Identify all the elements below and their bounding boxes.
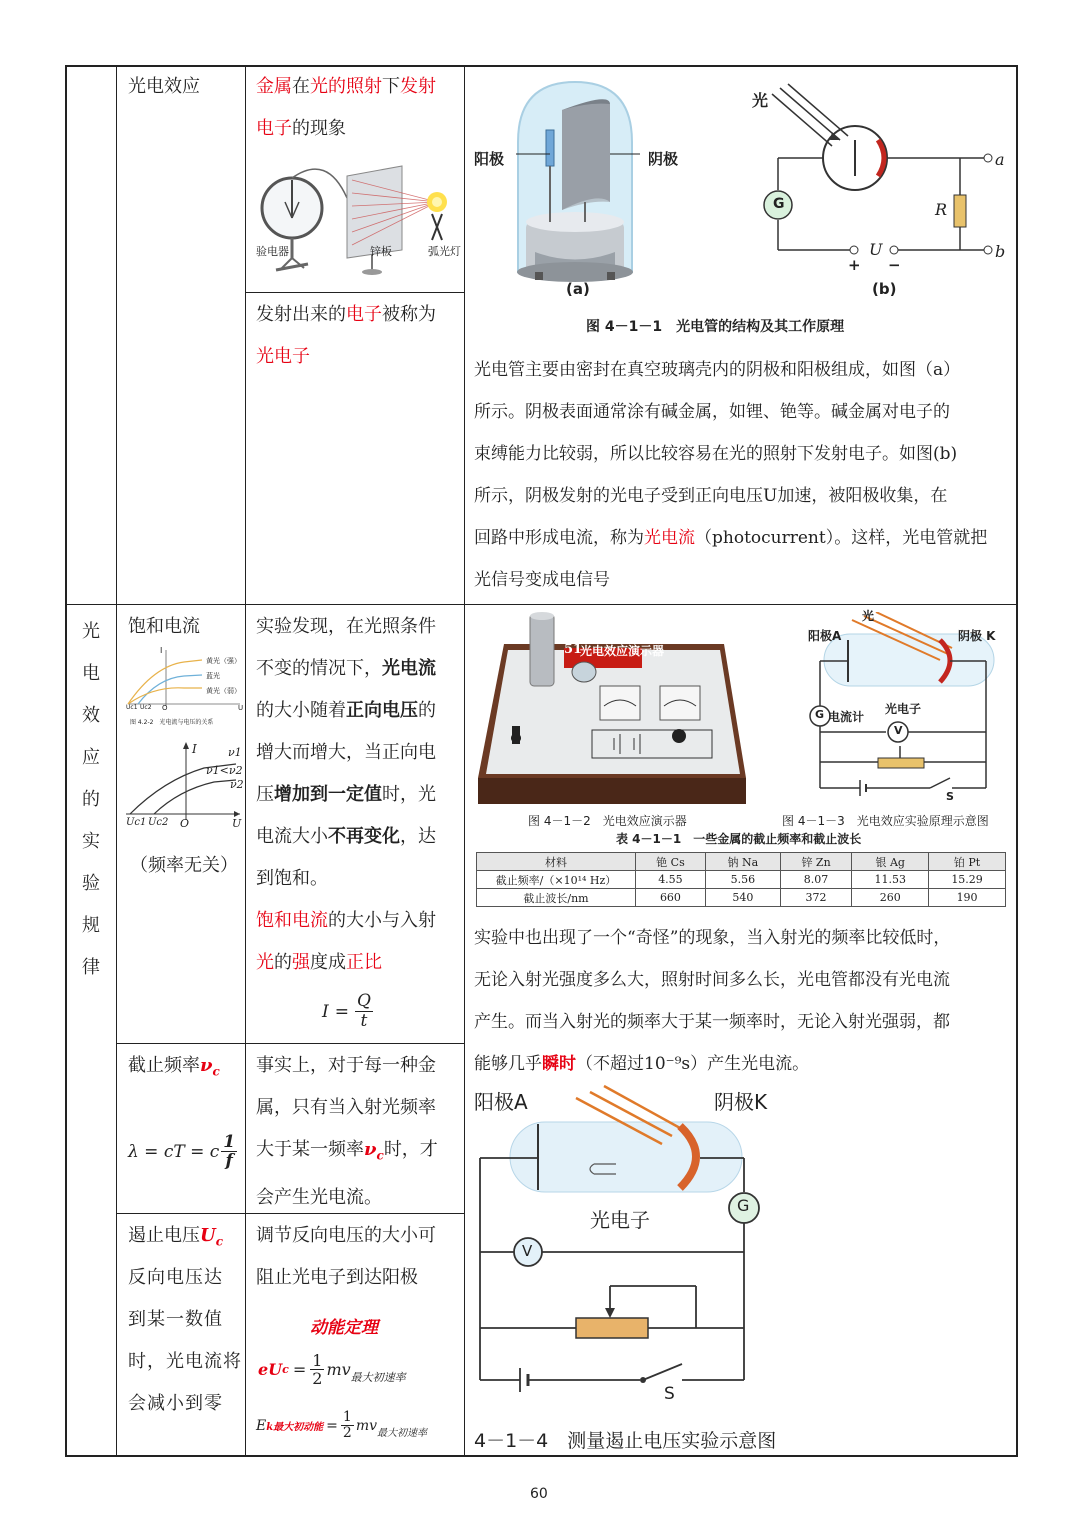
sat-l6c: ，达	[400, 826, 436, 847]
def-emit: 发射	[400, 76, 436, 97]
f1-sub: c	[282, 1363, 289, 1376]
formula-t: t	[360, 1011, 368, 1031]
th-ag: 银 Ag	[852, 853, 929, 871]
electroscope-experiment-illustration	[252, 158, 460, 284]
sat-l8b: 的大小与入射	[328, 910, 436, 931]
desc-line-2: 所示。阴极表面通常涂有碱金属，如锂、铯等。碱金属对电子的	[474, 402, 950, 422]
pe-part-2: 电子	[346, 304, 382, 325]
sat-l9d: 度成	[310, 952, 346, 973]
td-wave-ag: 260	[852, 889, 929, 907]
sat-l2a: 不变的情况下，	[256, 658, 382, 679]
formula-I-equals-Q-over-t: I = $\frac{Q}{t}$	[322, 991, 371, 1031]
fig1b-a-label: a	[995, 150, 1005, 169]
schem-anode-label: 阳极A	[808, 629, 842, 643]
wavelength-formula-text: λ = cT = c	[128, 1141, 220, 1162]
th-pt: 铂 Pt	[929, 853, 1006, 871]
fig1b-light-label: 光	[752, 91, 769, 110]
f1-eU: eU	[258, 1360, 283, 1379]
label-arc-lamp: 弧光灯	[428, 245, 461, 258]
graph2-I: I	[192, 742, 197, 756]
sat-line-8	[256, 900, 461, 942]
stop-left-3: 时，光电流将	[128, 1351, 242, 1372]
fig1b-minus-label: −	[888, 256, 901, 274]
th-cs: 铯 Cs	[636, 853, 706, 871]
vtitle-char-9: 律	[82, 957, 100, 978]
graph1-uc2: Uc2	[140, 704, 152, 711]
stopping-title-text: 遏止电压	[128, 1225, 200, 1246]
cutoff-line-4: 会产生光电流。	[256, 1186, 382, 1208]
td-freq-ag: 11.53	[852, 871, 929, 889]
schem-cathode-label: 阴极 K	[958, 629, 996, 643]
table-4-1-1-title: 表 4－1－1 一些金属的截止频率和截止波长	[616, 832, 862, 846]
fig1a-caption: (a)	[566, 280, 590, 298]
stop-left-1: 反向电压达	[128, 1267, 223, 1288]
phenom-l4b: （不超过10⁻⁹s）产生光电流。	[576, 1054, 810, 1074]
th-na: 钠 Na	[705, 853, 780, 871]
desc-line-6: 光信号变成电信号	[474, 570, 610, 590]
graph2-nu2: ν2	[230, 778, 244, 791]
graph1-origin: O	[162, 704, 168, 712]
label-electroscope: 验电器	[256, 245, 289, 258]
vtitle-char-4: 应	[82, 747, 100, 768]
f1-half-den: 2	[312, 1369, 323, 1388]
sat-line-2	[256, 648, 461, 690]
graph1-line3: 黄光（弱）	[206, 687, 241, 695]
vtitle-char-2: 电	[82, 663, 100, 684]
cutoff-l3a: 大于某一频率	[256, 1139, 364, 1160]
sat-line-6	[256, 816, 461, 858]
fig1b-b-label: b	[995, 242, 1006, 261]
vtitle-char-8: 规	[82, 915, 100, 936]
f2-half-den: 2	[342, 1425, 352, 1441]
fig1b-caption: (b)	[872, 280, 897, 298]
fig-4-1-1-caption: 图 4－1－1 光电管的结构及其工作原理	[586, 319, 845, 335]
graph2-U: U	[232, 817, 242, 830]
concept-photoelectric-effect: 光电效应	[128, 76, 200, 97]
vtitle-char-7: 验	[82, 873, 100, 894]
desc-line-5	[474, 517, 1014, 559]
graph1-caption: 图 4.2-2 光电流与电压的关系	[130, 719, 214, 726]
stop-left-4: 会减小到零	[128, 1393, 223, 1414]
sat-line-5	[256, 774, 461, 816]
cutoff-title-text: 截止频率	[128, 1055, 200, 1076]
sat-l9c: 强	[292, 952, 310, 973]
fig4-S-label: S	[664, 1384, 675, 1404]
fig4-photoelectron-label: 光电子	[590, 1208, 650, 1232]
td-wave-pt: 190	[929, 889, 1006, 907]
table-header-row	[477, 853, 1006, 871]
td-freq-cs: 4.55	[636, 871, 706, 889]
cutoff-explanation	[256, 1045, 461, 1219]
schem-V-label: V	[894, 724, 903, 737]
wavelength-frac-num: 1	[223, 1132, 236, 1152]
desc-line-5a: 回路中形成电流，称为	[474, 528, 644, 548]
cutoff-line-3	[256, 1129, 461, 1177]
stopping-voltage-title	[128, 1215, 223, 1263]
schem-S-label: S	[946, 790, 954, 803]
saturation-current-title: 饱和电流	[128, 616, 200, 637]
col-divider-1	[116, 65, 117, 1457]
stopping-right-text	[256, 1215, 461, 1299]
f2-E-sub: k最大初动能	[266, 1422, 324, 1433]
pe-part-4: 光电子	[256, 346, 310, 367]
table-border-bottom	[65, 1455, 1018, 1457]
td-freq-zn: 8.07	[780, 871, 851, 889]
phenom-line-1: 实验中也出现了一个“奇怪”的现象，当入射光的频率比较低时，	[474, 928, 951, 948]
phototube-circuit-diagram	[760, 80, 1010, 280]
sat-l9e: 正比	[346, 952, 382, 973]
sat-l5a: 压	[256, 784, 274, 805]
sat-l6a: 电流大小	[256, 826, 328, 847]
sat-l2b: 光电流	[382, 658, 436, 679]
graph1-U: U	[238, 704, 244, 712]
sat-l9b: 的	[274, 952, 292, 973]
graph1-line2: 蓝光	[206, 672, 220, 680]
strange-phenomenon-paragraph	[474, 917, 1014, 1085]
stop-left-2: 到某一数值	[128, 1309, 223, 1330]
phototube-structure-diagram	[470, 72, 680, 304]
def-zai: 在	[292, 76, 310, 97]
desc-line-1: 光电管主要由密封在真空玻璃壳内的阴极和阳极组成，如图（a）	[474, 360, 961, 380]
row2-sub-divider-1	[116, 1043, 465, 1044]
fig1b-U-label: U	[869, 240, 883, 259]
wavelength-frac-den: f	[225, 1151, 233, 1171]
cutoff-frequency-title	[128, 1045, 220, 1093]
desc-line-4: 所示，阴极发射的光电子受到正向电压U加速，被阳极收集，在	[474, 486, 948, 506]
graph1-I: I	[160, 646, 163, 655]
desc-line-3: 束缚能力比较弱，所以比较容易在光的照射下发射电子。如图(b)	[474, 444, 958, 464]
device-label: 光电效应演示器	[580, 644, 665, 658]
fig-4-1-4-caption: 4－1－4 测量遏止电压实验示意图	[474, 1430, 777, 1452]
table-border-top	[65, 65, 1018, 67]
td-freq-label: 截止频率/（×10¹⁴ Hz）	[477, 871, 636, 889]
pe-part-1: 发射出来的	[256, 304, 346, 325]
schem-G-label: G	[815, 708, 825, 721]
td-wave-na: 540	[705, 889, 780, 907]
phenom-line-2: 无论入射光强度多么大，照射时间多么长，光电管都没有光电流	[474, 970, 950, 990]
stop-right-2: 阻止光电子到达阳极	[256, 1267, 418, 1288]
row1-sub-divider	[245, 292, 465, 293]
f1-mv: mv	[326, 1360, 351, 1379]
sat-l9a: 光	[256, 952, 274, 973]
graph1-line1: 黄光（强）	[206, 657, 241, 665]
td-wave-label: 截止波长/nm	[477, 889, 636, 907]
graph2-ineq: ν1<ν2	[206, 764, 243, 777]
def-phenomenon: 的现象	[292, 118, 346, 139]
label-zinc-plate: 锌板	[370, 245, 392, 258]
col-divider-3	[464, 65, 465, 1457]
phenom-line-3: 产生。而当入射光的频率大于某一频率时，无论入射光强弱，都	[474, 1012, 950, 1032]
cutoff-l3b: 时，才	[383, 1139, 438, 1160]
sat-line-4: 增大而增大，当正向电	[256, 742, 436, 763]
sat-l3a: 的大小随着	[256, 700, 346, 721]
stopping-U: U	[200, 1225, 216, 1246]
sat-l6b: 不再变化	[328, 826, 400, 847]
fig-4-1-3-caption: 图 4－1－3 光电效应实验原理示意图	[782, 814, 989, 828]
vtitle-char-3: 效	[82, 705, 100, 726]
cutoff-nu-sub: c	[212, 1064, 220, 1079]
th-material: 材料	[477, 853, 636, 871]
wavelength-formula	[128, 1133, 237, 1170]
formula-Q: Q	[356, 991, 371, 1011]
vtitle-char-6: 实	[82, 831, 100, 852]
stopping-formula-2	[256, 1410, 427, 1441]
stopping-left-text	[128, 1257, 243, 1425]
desc-line-5b: （photocurrent）。这样，光电管就把	[695, 528, 988, 548]
fig1a-anode-label: 阳极	[474, 150, 505, 168]
f1-half-num: 1	[312, 1351, 323, 1370]
th-zn: 锌 Zn	[780, 853, 851, 871]
graph2-nu1: ν1	[228, 746, 242, 759]
table-row	[477, 871, 1006, 889]
stop-right-1: 调节反向电压的大小可	[256, 1225, 436, 1246]
frequency-independent-note: （频率无关）	[130, 855, 238, 876]
device-model-number: 51	[564, 642, 583, 657]
f2-eq: =	[326, 1417, 338, 1434]
sat-l8a: 饱和电流	[256, 910, 328, 931]
table-border-right	[1016, 65, 1018, 1457]
graph2-uc1: Uc1	[126, 817, 147, 828]
photoelectron-definition	[256, 294, 461, 378]
stopping-formula-1	[258, 1352, 406, 1387]
current-voltage-graph-2	[124, 740, 244, 822]
def-electron: 电子	[256, 118, 292, 139]
def-metal: 金属	[256, 76, 292, 97]
graph2-origin: O	[180, 817, 190, 830]
vtitle-char-1: 光	[82, 621, 100, 642]
pe-part-3: 被称为	[382, 304, 436, 325]
vtitle-char-5: 的	[82, 789, 100, 810]
stopping-voltage-experiment-diagram	[476, 1080, 776, 1420]
col-divider-2	[245, 65, 246, 1457]
fig4-cathode-label: 阴极K	[714, 1090, 768, 1114]
fig1b-R-label: R	[935, 200, 948, 219]
sat-line-3	[256, 690, 461, 732]
graph1-uc1: Uc1	[126, 704, 138, 711]
f2-mv-sub: 最大初速率	[377, 1428, 428, 1439]
sat-l5b: 增加到一定值	[274, 784, 382, 805]
phenom-l4a: 能够几乎	[474, 1054, 542, 1074]
phenom-line-4	[474, 1043, 1014, 1085]
fig4-G-label: G	[737, 1196, 750, 1215]
cutoff-nu: ν	[200, 1055, 213, 1076]
kinetic-energy-theorem: 动能定理	[310, 1318, 378, 1338]
fig1a-cathode-label: 阴极	[648, 150, 679, 168]
f1-mv-sub: 最大初速率	[350, 1370, 406, 1384]
fig1b-plus-label: +	[848, 256, 861, 274]
cutoff-l3-nu: ν	[364, 1139, 377, 1160]
phenom-instant: 瞬时	[542, 1054, 576, 1074]
saturation-explanation	[256, 606, 461, 984]
sat-l5c: 时，光	[382, 784, 436, 805]
td-freq-pt: 15.29	[929, 871, 1006, 889]
page-number: 60	[530, 1486, 548, 1502]
graph2-uc2: Uc2	[148, 817, 169, 828]
cutoff-line-2: 属，只有当入射光频率	[256, 1097, 436, 1118]
f2-mv: mv	[355, 1417, 378, 1434]
f2-half-num: 1	[342, 1409, 352, 1425]
table-row	[477, 889, 1006, 907]
schem-galvanometer-label: 电流计	[828, 710, 865, 724]
def-light: 光的照射	[310, 76, 382, 97]
sat-l3c: 的	[418, 700, 436, 721]
f2-E: E	[256, 1417, 267, 1434]
cutoff-frequency-table	[476, 852, 1006, 907]
definition-text	[256, 66, 461, 150]
formula-I: I	[322, 1001, 329, 1022]
phototube-description	[474, 349, 1014, 601]
cutoff-l3-nu-sub: c	[376, 1148, 384, 1163]
desc-photocurrent: 光电流	[644, 528, 695, 548]
fig-4-1-2-caption: 图 4－1－2 光电效应演示器	[528, 814, 687, 828]
f1-eq: =	[292, 1360, 307, 1379]
td-wave-zn: 372	[780, 889, 851, 907]
row-divider-main	[65, 604, 1018, 605]
fig1b-galvanometer-label: G	[773, 196, 785, 212]
photoelectric-demo-apparatus	[474, 608, 750, 810]
td-wave-cs: 660	[636, 889, 706, 907]
schem-light-label: 光	[862, 609, 875, 623]
td-freq-na: 5.56	[705, 871, 780, 889]
stopping-U-sub: c	[215, 1234, 224, 1249]
def-xia: 下	[382, 76, 400, 97]
sat-l3b: 正向电压	[346, 700, 418, 721]
sat-line-1: 实验发现，在光照条件	[256, 616, 436, 637]
sat-line-7: 到饱和。	[256, 868, 328, 889]
cutoff-line-1: 事实上，对于每一种金	[256, 1055, 436, 1076]
fig4-anode-label: 阳极A	[474, 1090, 528, 1114]
fig4-V-label: V	[522, 1242, 533, 1260]
sat-line-9	[256, 942, 461, 984]
schem-photoelectron-label: 光电子	[885, 702, 922, 716]
